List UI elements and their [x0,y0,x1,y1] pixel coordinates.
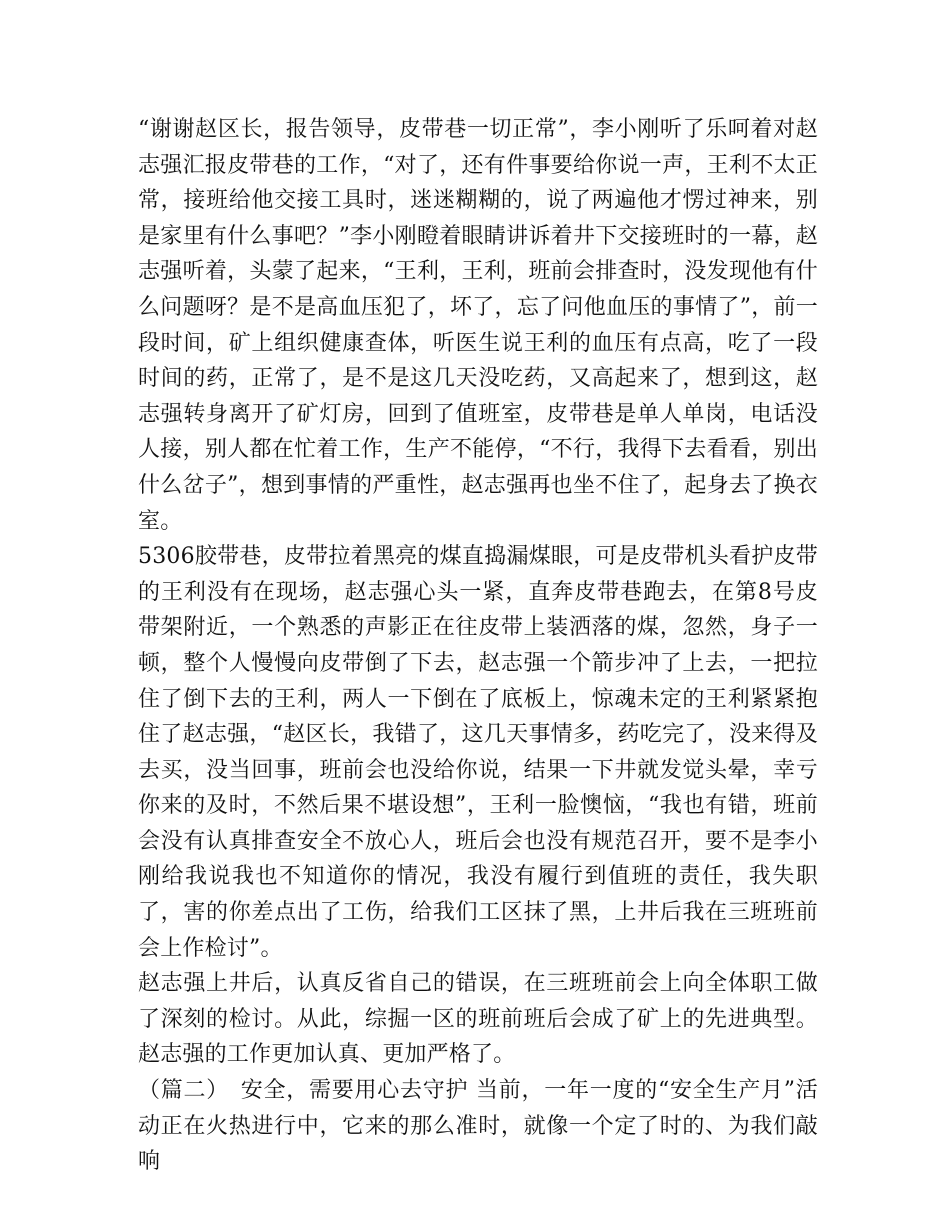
paragraph-2: 5306胶带巷，皮带拉着黑亮的煤直捣漏煤眼，可是皮带机头看护皮带的王利没有在现场，赵志强心头一紧，直奔皮带巷跑去，在第8号皮带架附近，一个熟悉的声影正在往皮带上装洒落的煤，忽然，身子一顿，整个人慢慢向皮带倒了下去，赵志强一个箭步冲了上去，一把拉住了倒下去的王利，两人一下倒在了底板上，惊魂未定的王利紧紧抱住了赵志强，“赵区长，我错了，这几天事情多，药吃完了，没来得及去买，没当回事，班前会也没给你说，结果一下井就发觉头晕，幸亏你来的及时，不然后果不堪设想”，王利一脸懊恼，“我也有错，班前会没有认真排查安全不放心人，班后会也没有规范召开，要不是李小刚给我说我也不知道你的情况，我没有履行到值班的责任，我失职了，害的你差点出了工伤，给我们工区抹了黑，上井后我在三班班前会上作检讨”。 [138,544,818,961]
paragraph-1: “谢谢赵区长，报告领导，皮带巷一切正常”，李小刚听了乐呵着对赵志强汇报皮带巷的工作，“对了，还有件事要给你说一声，王利不太正常，接班给他交接工具时，迷迷糊糊的，说了两遍他才愣过神来，别是家里有什么事吧？”李小刚瞪着眼睛讲诉着井下交接班时的一幕，赵志强听着，头蒙了起来，“王利，王利，班前会排查时，没发现他有什么问题呀？是不是高血压犯了，坏了，忘了问他血压的事情了”，前一段时间，矿上组织健康查体，听医生说王利的血压有点高，吃了一段时间的药，正常了，是不是这几天没吃药，又高起来了，想到这，赵志强转身离开了矿灯房，回到了值班室，皮带巷是单人单岗，电话没人接，别人都在忙着工作，生产不能停，“不行，我得下去看看，别出什么岔子”，想到事情的严重性，赵志强再也坐不住了，起身去了换衣室。 [138,117,818,534]
paragraph-3: 赵志强上井后，认真反省自己的错误，在三班班前会上向全体职工做了深刻的检讨。从此，综掘一区的班前班后会成了矿上的先进典型。赵志强的工作更加认真、更加严格了。 [138,971,818,1068]
document-page [138,112,818,1180]
paragraph-4: （篇二） 安全，需要用心去守护 当前，一年一度的“安全生产月”活动正在火热进行中，它来的那么准时，就像一个定了时的、为我们敲响 [138,1078,818,1175]
